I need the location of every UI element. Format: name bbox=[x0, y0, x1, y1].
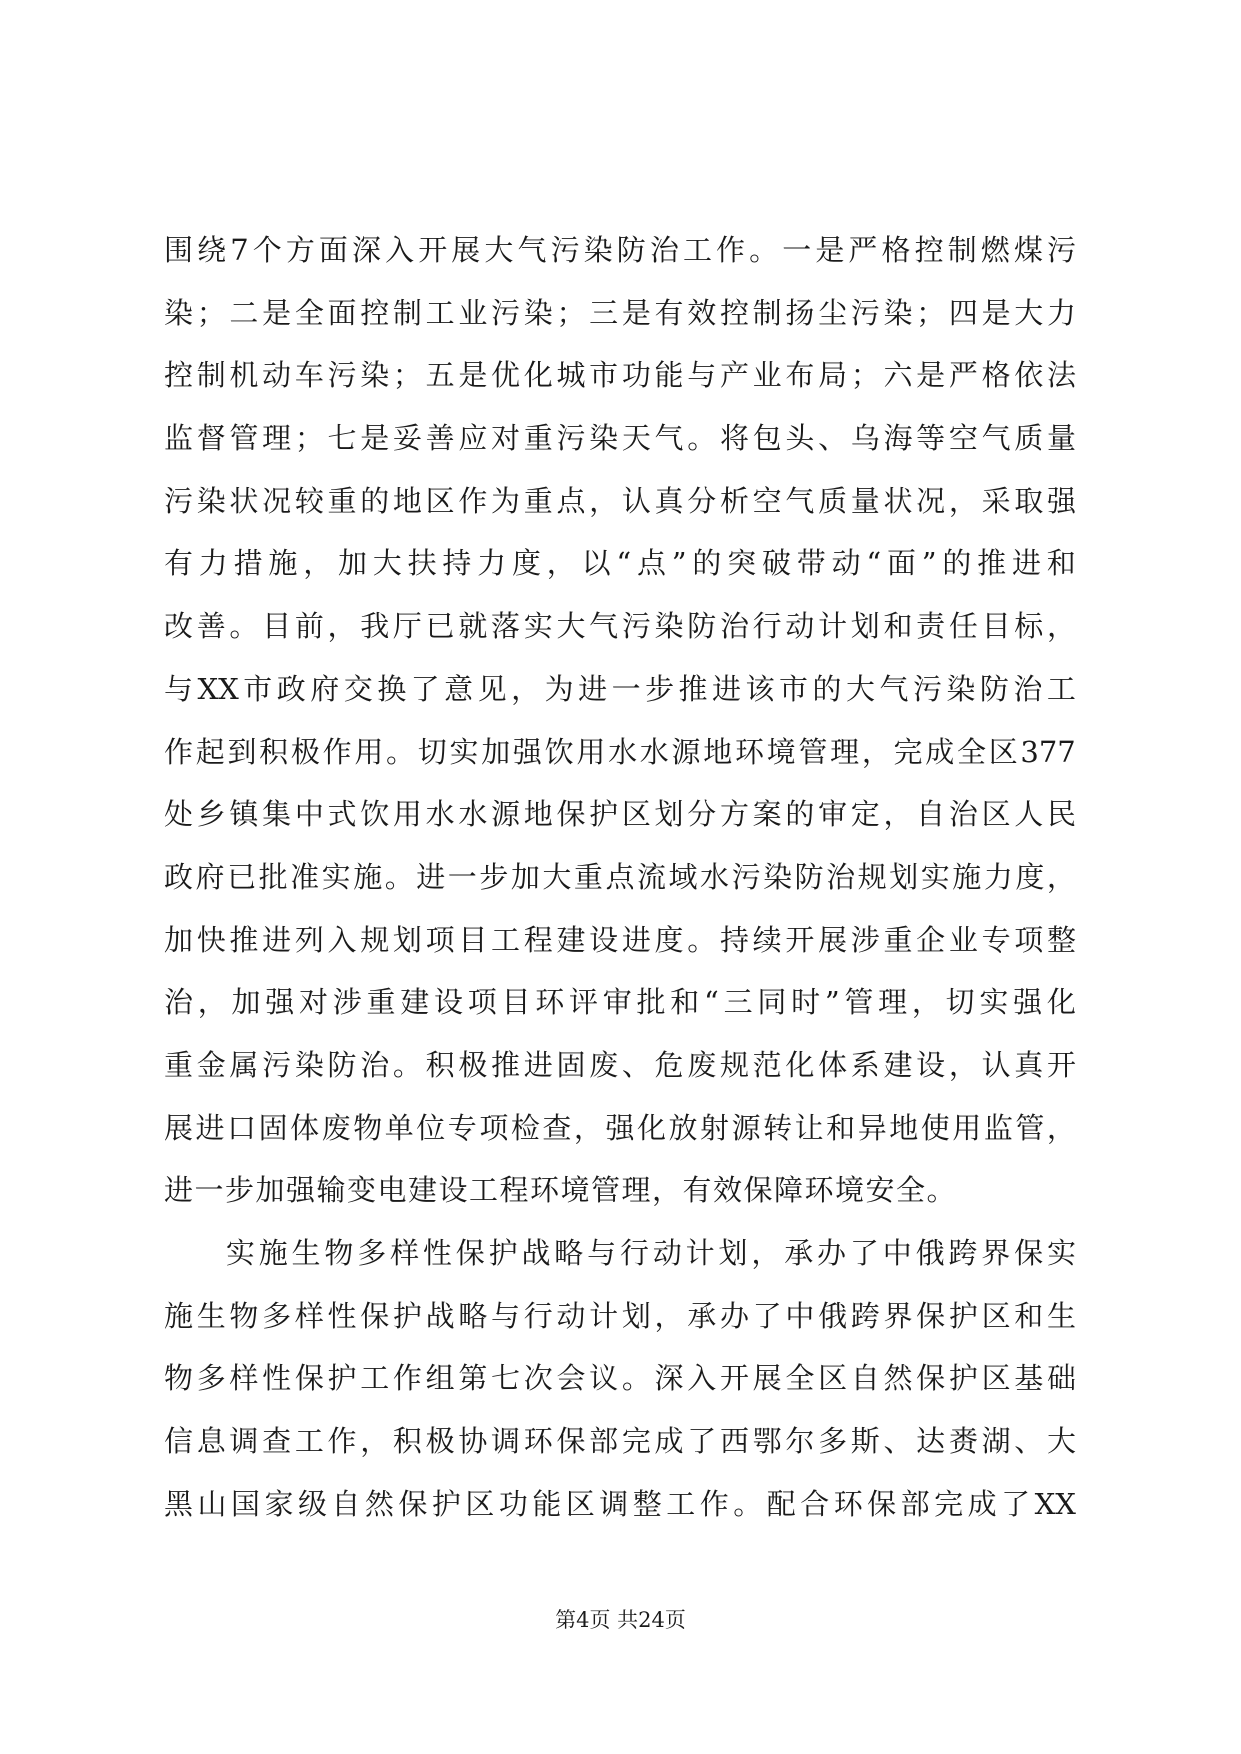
text-line: 加 快 推 进 列 入 规 划 项 目 工 程 建 设 进 度 。 持 续 开 展 涉 重 企 业 专 项 整 bbox=[164, 922, 1076, 957]
text-line: 施 生 物 多 样 性 保 护 战 略 与 行 动 计 划 ， 承 办 了 中 俄 跨 界 保 护 区 和 生 bbox=[164, 1298, 1076, 1333]
body-text bbox=[164, 219, 1076, 1535]
text-line: 处 乡 镇 集 中 式 饮 用 水 水 源 地 保 护 区 划 分 方 案 的 审 定 ， 自 治 区 人 民 bbox=[164, 797, 1076, 832]
text-line: 物 多 样 性 保 护 工 作 组 第 七 次 会 议 。 深 入 开 展 全 区 自 然 保 护 区 基 础 bbox=[164, 1361, 1076, 1396]
text-line: 实 施 生 物 多 样 性 保 护 战 略 与 行 动 计 划 ， 承 办 了 中 俄 跨 界 保 实 bbox=[225, 1236, 1076, 1270]
text-line: 治 ， 加 强 对 涉 重 建 设 项 目 环 评 审 批 和 “ 三 同 时 ” 管 理 ， 切 实 强 化 bbox=[164, 985, 1076, 1020]
text-line: 改 善 。 目 前 ， 我 厅 已 就 落 实 大 气 污 染 防 治 行 动 计 划 和 责 任 目 标 ， bbox=[164, 609, 1076, 644]
text-line: 展 进 口 固 体 废 物 单 位 专 项 检 查 ， 强 化 放 射 源 转 让 和 异 地 使 用 监 管 ， bbox=[164, 1110, 1076, 1145]
text-line: 作 起 到 积 极 作 用 。 切 实 加 强 饮 用 水 水 源 地 环 境 管 理 ， 完 成 全 区 377 bbox=[164, 734, 1076, 769]
page-footer: 第4页 共24页 bbox=[555, 1608, 686, 1632]
text-line: 污 染 状 况 较 重 的 地 区 作 为 重 点 ， 认 真 分 析 空 气 质 量 状 况 ， 采 取 强 bbox=[164, 483, 1076, 518]
text-line: 监 督 管 理 ； 七 是 妥 善 应 对 重 污 染 天 气 。 将 包 头 、 乌 海 等 空 气 质 量 bbox=[164, 421, 1076, 456]
text-line: 黑 山 国 家 级 自 然 保 护 区 功 能 区 调 整 工 作 。 配 合 环 保 部 完 成 了 XX bbox=[164, 1486, 1076, 1521]
text-line: 政 府 已 批 准 实 施 。 进 一 步 加 大 重 点 流 域 水 污 染 防 治 规 划 实 施 力 度 ， bbox=[164, 859, 1076, 894]
text-line: 信 息 调 查 工 作 ， 积 极 协 调 环 保 部 完 成 了 西 鄂 尔 多 斯 、 达 赉 湖 、 大 bbox=[164, 1424, 1076, 1459]
text-line: 重 金 属 污 染 防 治 。 积 极 推 进 固 废 、 危 废 规 范 化 体 系 建 设 ， 认 真 开 bbox=[164, 1047, 1076, 1082]
text-line: 控 制 机 动 车 污 染 ； 五 是 优 化 城 市 功 能 与 产 业 布 局 ； 六 是 严 格 依 法 bbox=[164, 358, 1076, 393]
text-line: 与 XX 市 政 府 交 换 了 意 见 ， 为 进 一 步 推 进 该 市 的 大 气 污 染 防 治 工 bbox=[164, 671, 1076, 706]
text-line: 围 绕 7 个 方 面 深 入 开 展 大 气 污 染 防 治 工 作 。 一 是 严 格 控 制 燃 煤 污 bbox=[164, 233, 1076, 267]
text-line: 进一步加强输变电建设工程环境管理，有效保障环境安全。 bbox=[164, 1173, 958, 1208]
text-line: 染 ； 二 是 全 面 控 制 工 业 污 染 ； 三 是 有 效 控 制 扬 尘 污 染 ； 四 是 大 力 bbox=[164, 295, 1076, 330]
text-line: 有 力 措 施 ， 加 大 扶 持 力 度 ， 以 “ 点 ” 的 突 破 带 动 “ 面 ” 的 推 进 和 bbox=[164, 546, 1076, 581]
